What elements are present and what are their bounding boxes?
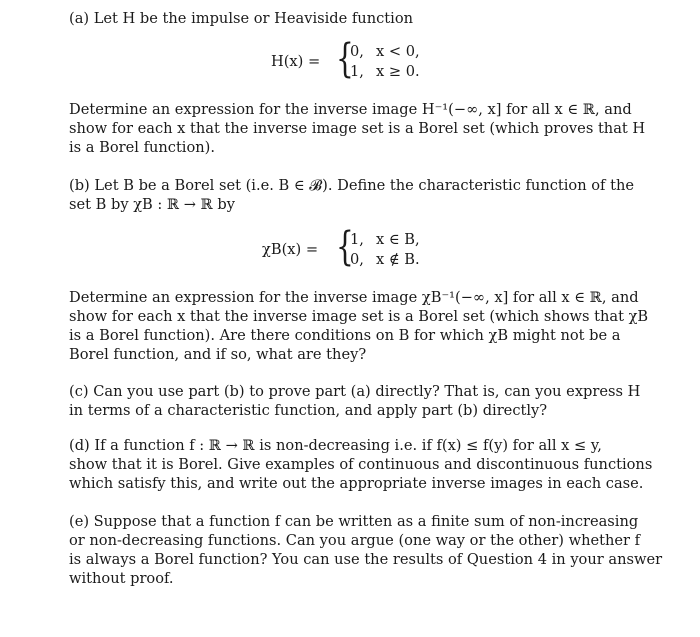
part-b-intro-line: set B by χB : ℝ → ℝ by xyxy=(69,196,235,213)
part-e-line: is always a Borel function? You can use the results of Question 4 in your answer xyxy=(69,551,663,568)
part-a-intro xyxy=(69,9,669,28)
part-c-line: in terms of a characteristic function, and apply part (b) directly? xyxy=(69,402,548,419)
characteristic-case-2: 0, x ∉ B. xyxy=(350,251,420,268)
part-a-line: Determine an expression for the inverse image H⁻¹(−∞, x] for all x ∈ ℝ, and xyxy=(69,101,632,118)
part-e-line: or non-decreasing functions. Can you argue (one way or the other) whether f xyxy=(69,532,641,549)
heaviside-case-1: 0, x < 0, xyxy=(350,43,420,60)
part-a-line: is a Borel function). xyxy=(69,139,215,156)
part-d-line: show that it is Borel. Give examples of continuous and discontinuous functions xyxy=(69,456,653,473)
characteristic-case-1: 1, x ∈ B, xyxy=(350,231,420,248)
left-brace: { xyxy=(336,36,354,82)
part-e-line: (e) Suppose that a function f can be written as a finite sum of non-increasing xyxy=(69,513,639,530)
part-a-intro-text: (a) Let H be the impulse or Heaviside function xyxy=(69,10,414,27)
part-e-line: without proof. xyxy=(69,570,174,587)
part-b-line: Borel function, and if so, what are they? xyxy=(69,346,367,363)
part-d-line: which satisfy this, and write out the appropriate inverse images in each case. xyxy=(69,475,644,492)
heaviside-case-2: 1, x ≥ 0. xyxy=(350,63,420,80)
part-e xyxy=(69,512,669,588)
part-b-line: show for each x that the inverse image set is a Borel set (which shows that χB xyxy=(69,308,649,325)
part-c xyxy=(69,382,669,420)
part-a-line: show for each x that the inverse image set is a Borel set (which proves that H xyxy=(69,120,646,137)
part-b-line: Determine an expression for the inverse image χB⁻¹(−∞, x] for all x ∈ ℝ, and xyxy=(69,289,639,306)
part-c-line: (c) Can you use part (b) to prove part (a) directly? That is, can you express H xyxy=(69,383,641,400)
part-b-intro xyxy=(69,176,669,214)
part-d xyxy=(69,436,669,493)
part-b-line: is a Borel function). Are there conditions on B for which χB might not be a xyxy=(69,327,621,344)
part-d-line: (d) If a function f : ℝ → ℝ is non-decreasing i.e. if f(x) ≤ f(y) for all x ≤ y, xyxy=(69,437,602,454)
part-b-intro-line: (b) Let B be a Borel set (i.e. B ∈ 𝓑). Define the characteristic function of the xyxy=(69,177,634,194)
part-a-body xyxy=(69,100,669,157)
part-b-body xyxy=(69,288,669,364)
heaviside-lhs: H(x) = xyxy=(271,53,321,70)
left-brace: { xyxy=(336,224,354,270)
characteristic-lhs: χB(x) = xyxy=(262,241,319,258)
